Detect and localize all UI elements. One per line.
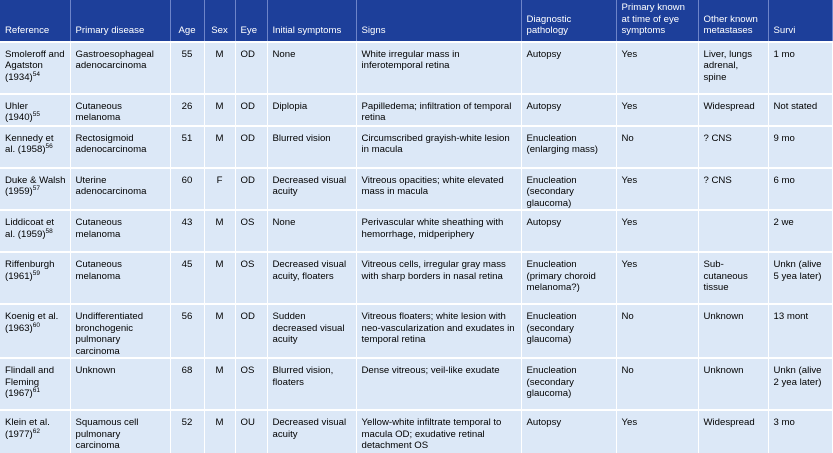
sex-cell: M xyxy=(204,42,235,94)
symptoms-cell: None xyxy=(267,42,356,94)
table-row xyxy=(0,94,832,126)
sex-cell: F xyxy=(204,168,235,211)
survival-cell: Unkn (alive 2 yea later) xyxy=(768,358,832,410)
reference-text: Kennedy et al. (1958) xyxy=(5,133,54,156)
reference-cell xyxy=(0,94,70,126)
column-header-age: Age xyxy=(170,0,204,42)
signs-cell: Papilledema; infiltration of temporal retina xyxy=(356,94,521,126)
primary-known-cell: Yes xyxy=(616,210,698,252)
signs-cell: Vitreous floaters; white lesion with neo-vascularization and exudates in temporal retina xyxy=(356,304,521,358)
disease-cell: Undifferentiated bronchogenic pulmonary carcinoma xyxy=(70,304,170,358)
age-cell: 51 xyxy=(170,126,204,168)
metastases-cell: Widespread xyxy=(698,410,768,453)
disease-cell: Cutaneous melanoma xyxy=(70,210,170,252)
table-row xyxy=(0,252,832,304)
eye-cell: OU xyxy=(235,410,267,453)
primary-known-cell: No xyxy=(616,358,698,410)
column-header-survival: Survi xyxy=(768,0,832,42)
citation-number: 60 xyxy=(33,321,40,328)
signs-cell: Circumscribed grayish-white lesion in macula xyxy=(356,126,521,168)
age-cell: 52 xyxy=(170,410,204,453)
primary-known-cell: Yes xyxy=(616,42,698,94)
column-header-eye: Eye xyxy=(235,0,267,42)
citation-number: 61 xyxy=(33,387,40,394)
eye-cell: OD xyxy=(235,126,267,168)
column-header-diagnostic-pathology: Diagnostic pathology xyxy=(521,0,616,42)
disease-cell: Cutaneous melanoma xyxy=(70,252,170,304)
pathology-cell: Autopsy xyxy=(521,94,616,126)
pathology-cell: Enucleation (primary choroid melanoma?) xyxy=(521,252,616,304)
primary-known-cell: Yes xyxy=(616,252,698,304)
eye-cell: OD xyxy=(235,42,267,94)
metastases-cell: Unknown xyxy=(698,304,768,358)
metastases-cell: ? CNS xyxy=(698,126,768,168)
age-cell: 55 xyxy=(170,42,204,94)
symptoms-cell: Decreased visual acuity xyxy=(267,168,356,211)
citation-number: 58 xyxy=(46,227,53,234)
primary-known-cell: Yes xyxy=(616,168,698,211)
citation-number: 59 xyxy=(33,269,40,276)
sex-cell: M xyxy=(204,358,235,410)
column-header-reference: Reference xyxy=(0,0,70,42)
sex-cell: M xyxy=(204,94,235,126)
symptoms-cell: Blurred vision, floaters xyxy=(267,358,356,410)
reference-cell xyxy=(0,252,70,304)
column-header-initial-symptoms: Initial symptoms xyxy=(267,0,356,42)
signs-cell: Dense vitreous; veil-like exudate xyxy=(356,358,521,410)
sex-cell: M xyxy=(204,410,235,453)
survival-cell: 3 mo xyxy=(768,410,832,453)
reference-text: Riffenburgh (1961) xyxy=(5,259,54,282)
symptoms-cell: None xyxy=(267,210,356,252)
eye-cell: OS xyxy=(235,358,267,410)
table-row xyxy=(0,168,832,211)
reference-text: Klein et al. (1977) xyxy=(5,417,50,440)
eye-cell: OD xyxy=(235,168,267,211)
metastases-cell xyxy=(698,210,768,252)
disease-cell: Unknown xyxy=(70,358,170,410)
primary-known-cell: No xyxy=(616,126,698,168)
survival-cell: 2 we xyxy=(768,210,832,252)
citation-number: 57 xyxy=(33,185,40,192)
reference-text: Koenig et al. (1963) xyxy=(5,311,58,334)
pathology-cell: Enucleation (secondary glaucoma) xyxy=(521,168,616,211)
signs-cell: Vitreous cells, irregular gray mass with sharp borders in nasal retina xyxy=(356,252,521,304)
metastases-cell: Sub-cutaneous tissue xyxy=(698,252,768,304)
survival-cell: Unkn (alive 5 yea later) xyxy=(768,252,832,304)
table-row xyxy=(0,42,832,94)
pathology-cell: Autopsy xyxy=(521,410,616,453)
symptoms-cell: Sudden decreased visual acuity xyxy=(267,304,356,358)
eye-cell: OS xyxy=(235,252,267,304)
reference-text: Duke & Walsh (1959) xyxy=(5,175,65,198)
disease-cell: Rectosigmoid adenocarcinoma xyxy=(70,126,170,168)
table-row xyxy=(0,210,832,252)
citation-number: 56 xyxy=(46,143,53,150)
metastases-cell: ? CNS xyxy=(698,168,768,211)
reference-text: Flindall and Fleming (1967) xyxy=(5,365,54,399)
table-row xyxy=(0,410,832,453)
pathology-cell: Autopsy xyxy=(521,42,616,94)
sex-cell: M xyxy=(204,126,235,168)
eye-cell: OD xyxy=(235,304,267,358)
column-header-primary-known: Primary known at time of eye symptoms xyxy=(616,0,698,42)
disease-cell: Cutaneous melanoma xyxy=(70,94,170,126)
reference-text: Liddicoat et al. (1959) xyxy=(5,217,54,240)
symptoms-cell: Diplopia xyxy=(267,94,356,126)
citation-number: 62 xyxy=(33,427,40,434)
reference-cell xyxy=(0,168,70,211)
column-header-primary-disease: Primary disease xyxy=(70,0,170,42)
header-row xyxy=(0,0,832,42)
disease-cell: Gastroesophageal adenocarcinoma xyxy=(70,42,170,94)
survival-cell: 13 mont xyxy=(768,304,832,358)
column-header-other-metastases: Other known metastases xyxy=(698,0,768,42)
reference-cell xyxy=(0,358,70,410)
age-cell: 56 xyxy=(170,304,204,358)
pathology-cell: Enucleation (enlarging mass) xyxy=(521,126,616,168)
signs-cell: White irregular mass in inferotemporal retina xyxy=(356,42,521,94)
column-header-signs: Signs xyxy=(356,0,521,42)
age-cell: 68 xyxy=(170,358,204,410)
table-body xyxy=(0,42,832,453)
disease-cell: Squamous cell pulmonary carcinoma xyxy=(70,410,170,453)
symptoms-cell: Blurred vision xyxy=(267,126,356,168)
signs-cell: Yellow-white infiltrate temporal to macula OD; exudative retinal detachment OS xyxy=(356,410,521,453)
age-cell: 60 xyxy=(170,168,204,211)
column-header-sex: Sex xyxy=(204,0,235,42)
reference-text: Uhler (1940) xyxy=(5,101,33,124)
signs-cell: Vitreous opacities; white elevated mass in macula xyxy=(356,168,521,211)
sex-cell: M xyxy=(204,304,235,358)
eye-cell: OS xyxy=(235,210,267,252)
age-cell: 43 xyxy=(170,210,204,252)
table-row xyxy=(0,304,832,358)
pathology-cell: Autopsy xyxy=(521,210,616,252)
primary-known-cell: Yes xyxy=(616,410,698,453)
table-row xyxy=(0,126,832,168)
table-row xyxy=(0,358,832,410)
survival-cell: 9 mo xyxy=(768,126,832,168)
citation-number: 55 xyxy=(33,111,40,118)
reference-cell xyxy=(0,410,70,453)
signs-cell: Perivascular white sheathing with hemorrhage, midperiphery xyxy=(356,210,521,252)
sex-cell: M xyxy=(204,252,235,304)
age-cell: 45 xyxy=(170,252,204,304)
metastases-cell: Unknown xyxy=(698,358,768,410)
reference-text: Smoleroff and Agatston (1934) xyxy=(5,49,65,83)
reference-cell xyxy=(0,304,70,358)
eye-cell: OD xyxy=(235,94,267,126)
sex-cell: M xyxy=(204,210,235,252)
pathology-cell: Enucleation (secondary glaucoma) xyxy=(521,358,616,410)
metastases-cell: Liver, lungs adrenal, spine xyxy=(698,42,768,94)
primary-known-cell: No xyxy=(616,304,698,358)
survival-cell: Not stated xyxy=(768,94,832,126)
citation-number: 54 xyxy=(33,70,40,77)
symptoms-cell: Decreased visual acuity, floaters xyxy=(267,252,356,304)
survival-cell: 1 mo xyxy=(768,42,832,94)
reference-cell xyxy=(0,42,70,94)
symptoms-cell: Decreased visual acuity xyxy=(267,410,356,453)
primary-known-cell: Yes xyxy=(616,94,698,126)
disease-cell: Uterine adenocarcinoma xyxy=(70,168,170,211)
reference-cell xyxy=(0,126,70,168)
metastases-cell: Widespread xyxy=(698,94,768,126)
survival-cell: 6 mo xyxy=(768,168,832,211)
age-cell: 26 xyxy=(170,94,204,126)
reference-cell xyxy=(0,210,70,252)
pathology-cell: Enucleation (secondary glaucoma) xyxy=(521,304,616,358)
